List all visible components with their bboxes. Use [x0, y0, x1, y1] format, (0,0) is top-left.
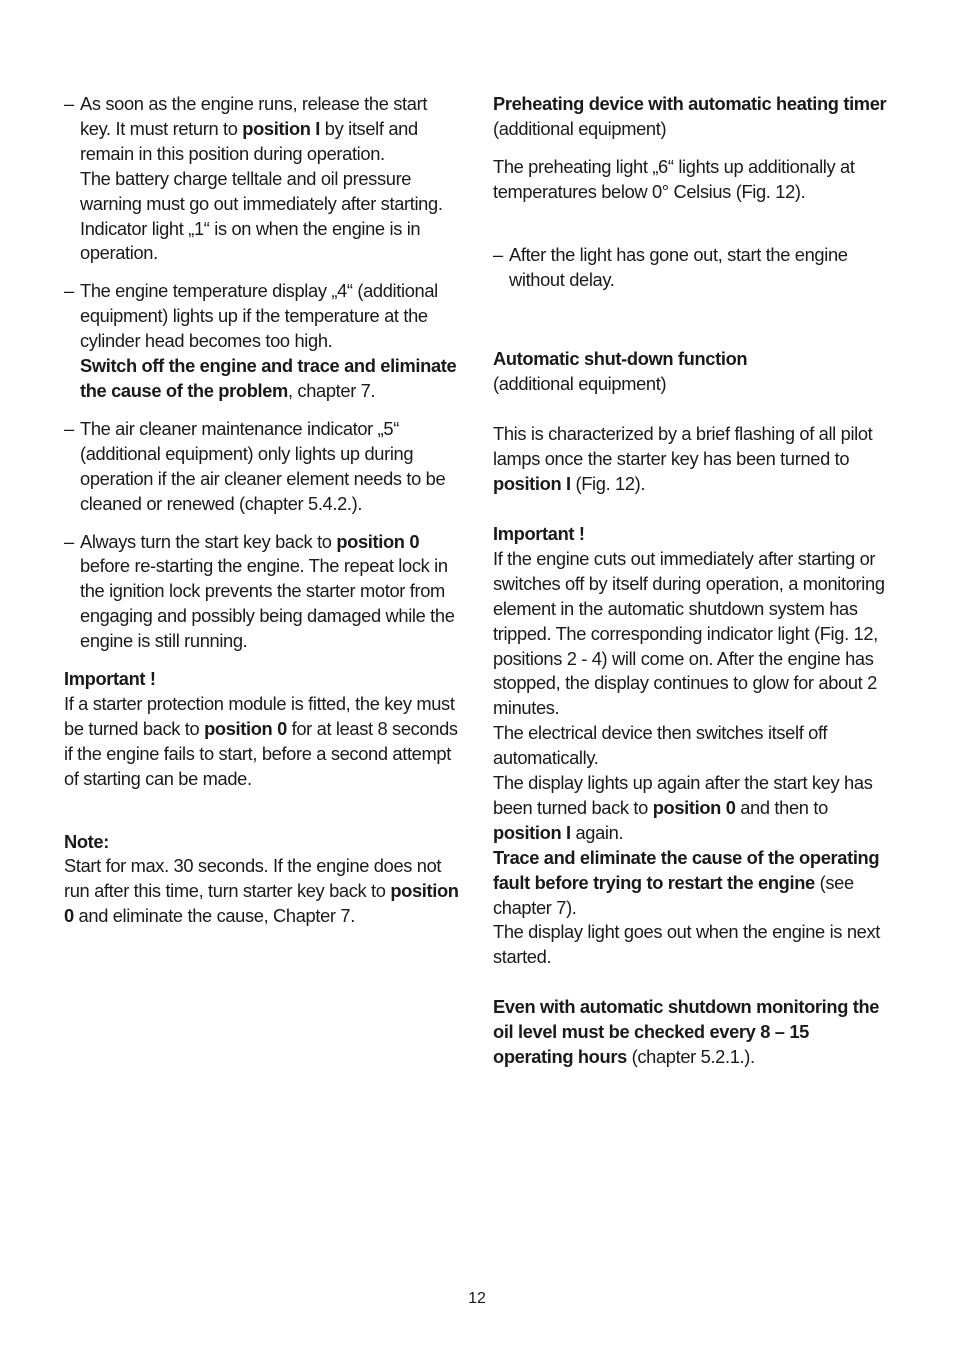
- bold-text: Trace and eliminate the cause of the operating fault before trying to restart the engine: [493, 846, 880, 893]
- note-section: [64, 830, 460, 930]
- paragraph: This is characterized by a brief flashing of all pilot lamps once the starter key has been turned to position I (Fig. 12).: [493, 423, 873, 495]
- paragraph-block: [493, 422, 893, 497]
- paragraph: Even with automatic shutdown monitoring the oil level must be checked every 8 – 15 operating hours (chapter 5.2.1.).: [493, 996, 880, 1068]
- paragraph-block: [493, 155, 893, 205]
- paragraph: If the engine cuts out immediately after starting or switches off by itself during operation, a monitoring element in the automatic shutdown system has tripped. The corresponding indicator light (Fig. 12, positions 2 - 4) will come on. After the engine has stopped, the display continues to glow for about 2 minutes.: [493, 547, 885, 719]
- section-heading: Automatic shut-down function: [493, 348, 748, 370]
- oil-level-warning: [493, 995, 893, 1070]
- list-item: [64, 530, 460, 655]
- paragraph: The engine temperature display „4“ (additional equipment) lights up if the temperature at the cylinder head becomes too high.: [80, 280, 438, 352]
- paragraph: Trace and eliminate the cause of the operating fault before trying to restart the engine (see chapter 7).: [493, 846, 880, 918]
- section-heading: Important !: [64, 668, 156, 690]
- paragraph: As soon as the engine runs, release the start key. It must return to position I by itself and remain in this position during operation.: [80, 93, 428, 164]
- list-item: [493, 243, 893, 293]
- shutdown-section: [493, 347, 893, 397]
- important-section-right: [493, 522, 893, 970]
- bold-text: position I: [242, 117, 321, 139]
- paragraph: The display lights up again after the start key has been turned back to position 0 and then to position I again.: [493, 772, 873, 843]
- paragraph: The battery charge telltale and oil pressure warning must go out immediately after starting. Indicator light „1“ is on when the engine is in operation.: [80, 167, 443, 264]
- bullet-dash: –: [64, 417, 74, 439]
- bold-text: Switch off the engine and trace and eliminate the cause of the problem: [80, 355, 457, 401]
- paragraph: If a starter protection module is fitted, the key must be turned back to position 0 for at least 8 seconds if the engine fails to start, before a second attempt of starting can be made.: [64, 692, 458, 789]
- bullet-dash: –: [64, 93, 74, 114]
- paragraph: The air cleaner maintenance indicator „5“ (additional equipment) only lights up during operation if the air cleaner element needs to be cleaned or renewed (chapter 5.4.2.).: [80, 417, 446, 514]
- paragraph: After the light has gone out, start the engine without delay.: [509, 243, 848, 290]
- bold-text: position 0: [204, 717, 287, 739]
- bold-text: position I: [493, 473, 571, 495]
- paragraph: Start for max. 30 seconds. If the engine does not run after this time, turn starter key back to position 0 and eliminate the cause, Chapter 7.: [64, 855, 459, 927]
- list-item: [64, 417, 460, 517]
- section-heading: Important !: [493, 522, 585, 544]
- paragraph: The electrical device then switches itself off automatically.: [493, 722, 828, 769]
- bullet-dash: –: [493, 243, 503, 265]
- list-item: [64, 92, 460, 266]
- bold-text: position 0: [652, 796, 736, 818]
- important-section: [64, 667, 460, 792]
- bold-text: position I: [493, 821, 571, 843]
- paragraph: Switch off the engine and trace and eliminate the cause of the problem, chapter 7.: [80, 355, 457, 401]
- list-item: [64, 279, 460, 404]
- paragraph: Always turn the start key back to position 0 before re-starting the engine. The repeat lock in the ignition lock prevents the starter motor from engaging and possibly being damaged while the engine is still running.: [80, 530, 455, 652]
- bold-text: position 0: [64, 880, 459, 927]
- left-column: [64, 92, 460, 942]
- paragraph: The preheating light „6“ lights up additionally at temperatures below 0° Celsius (Fig. 12).: [493, 155, 855, 202]
- paragraph: The display light goes out when the engine is next started.: [493, 921, 880, 968]
- page-number: 12: [468, 1290, 486, 1307]
- section-heading: Preheating device with automatic heating timer (additional equipment): [493, 93, 887, 139]
- preheating-section: [493, 92, 893, 142]
- bold-text: Even with automatic shutdown monitoring the oil level must be checked every 8 – 15 operating hours: [493, 996, 880, 1068]
- bullet-dash: –: [64, 530, 74, 552]
- section-subheading: (additional equipment): [493, 373, 667, 395]
- section-heading: Note:: [64, 830, 109, 852]
- right-column: [493, 92, 893, 1083]
- bullet-dash: –: [64, 280, 74, 302]
- bold-text: position 0: [336, 530, 420, 552]
